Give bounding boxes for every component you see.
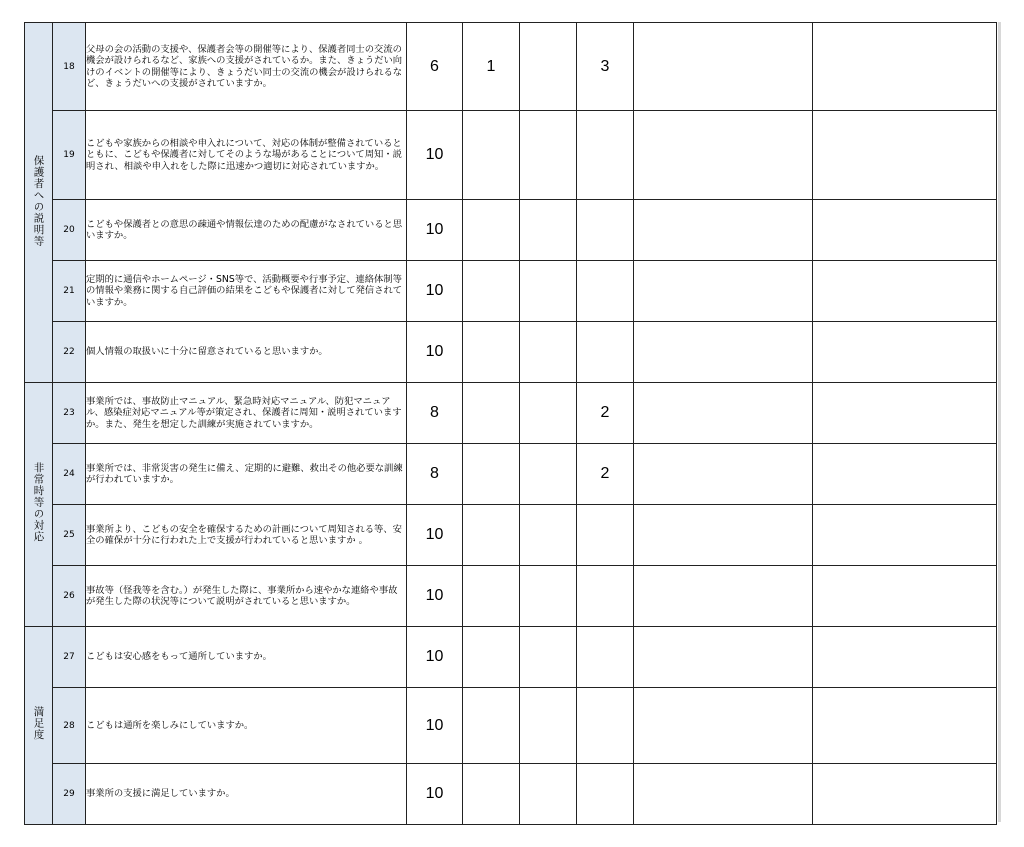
answer-count-cell — [463, 200, 520, 261]
answer-count-cell — [813, 383, 997, 444]
answer-count-cell — [634, 627, 813, 688]
answer-count-cell: 10 — [407, 566, 463, 627]
answer-count-cell — [634, 764, 813, 825]
question-text: 事業所より、こどもの安全を確保するための計画について周知される等、安全の確保が十分に行われた上で支援が行われていると思いますか 。 — [86, 505, 407, 566]
answer-count-cell: 10 — [407, 111, 463, 200]
question-number: 29 — [53, 764, 86, 825]
question-number: 25 — [53, 505, 86, 566]
answer-count-cell — [520, 688, 577, 764]
answer-count-cell — [634, 261, 813, 322]
question-number: 23 — [53, 383, 86, 444]
table-row — [25, 322, 997, 383]
answer-count-cell — [463, 444, 520, 505]
table-row — [25, 23, 997, 111]
category-label: 保護者への説明等 — [32, 154, 45, 247]
page-edge-shadow — [998, 22, 1001, 822]
answer-count-cell — [634, 111, 813, 200]
answer-count-cell — [463, 627, 520, 688]
answer-count-cell — [634, 444, 813, 505]
question-text: こどもや家族からの相談や申入れについて、対応の体制が整備されているとともに、こどもや保護者に対してそのような場があることについて周知・説明され、相談や申入れをした際に迅速かつ適切に対応されていますか。 — [86, 111, 407, 200]
answer-count-cell: 3 — [577, 23, 634, 111]
answer-count-cell: 8 — [407, 444, 463, 505]
question-number: 19 — [53, 111, 86, 200]
answer-count-cell — [520, 23, 577, 111]
table-row — [25, 383, 997, 444]
question-text: 事業所の支援に満足していますか。 — [86, 764, 407, 825]
table-row — [25, 566, 997, 627]
table-row — [25, 200, 997, 261]
answer-count-cell — [463, 322, 520, 383]
answer-count-cell: 8 — [407, 383, 463, 444]
question-number: 28 — [53, 688, 86, 764]
answer-count-cell — [634, 200, 813, 261]
answer-count-cell — [634, 322, 813, 383]
answer-count-cell — [813, 505, 997, 566]
answer-count-cell — [520, 566, 577, 627]
answer-count-cell: 10 — [407, 764, 463, 825]
question-number: 18 — [53, 23, 86, 111]
question-number: 22 — [53, 322, 86, 383]
answer-count-cell — [634, 566, 813, 627]
answer-count-cell — [577, 111, 634, 200]
question-text: 事業所では、事故防止マニュアル、緊急時対応マニュアル、防犯マニュアル、感染症対応マニュアル等が策定され、保護者に周知・説明されていますか。また、発生を想定した訓練が実施されていますか。 — [86, 383, 407, 444]
answer-count-cell — [463, 111, 520, 200]
answer-count-cell — [813, 566, 997, 627]
answer-count-cell — [577, 505, 634, 566]
answer-count-cell — [463, 383, 520, 444]
answer-count-cell — [463, 505, 520, 566]
table-row — [25, 505, 997, 566]
answer-count-cell — [577, 627, 634, 688]
answer-count-cell — [520, 764, 577, 825]
question-number: 20 — [53, 200, 86, 261]
answer-count-cell — [520, 322, 577, 383]
answer-count-cell — [463, 566, 520, 627]
answer-count-cell — [520, 627, 577, 688]
question-text: 個人情報の取扱いに十分に留意されていると思いますか。 — [86, 322, 407, 383]
question-text: 事業所では、非常災害の発生に備え、定期的に避難、救出その他必要な訓練が行われていますか。 — [86, 444, 407, 505]
table-row — [25, 627, 997, 688]
answer-count-cell — [577, 764, 634, 825]
answer-count-cell — [577, 200, 634, 261]
answer-count-cell: 2 — [577, 383, 634, 444]
answer-count-cell — [634, 688, 813, 764]
answer-count-cell — [813, 688, 997, 764]
question-text: 定期的に通信やホームページ・SNS等で、活動概要や行事予定、連絡体制等の情報や業務に関する自己評価の結果をこどもや保護者に対して発信されていますか。 — [86, 261, 407, 322]
question-number: 21 — [53, 261, 86, 322]
question-number: 27 — [53, 627, 86, 688]
table-row — [25, 111, 997, 200]
table-row — [25, 688, 997, 764]
answer-count-cell — [813, 23, 997, 111]
answer-count-cell: 2 — [577, 444, 634, 505]
answer-count-cell: 10 — [407, 505, 463, 566]
answer-count-cell — [813, 111, 997, 200]
question-number: 24 — [53, 444, 86, 505]
answer-count-cell — [813, 200, 997, 261]
answer-count-cell: 6 — [407, 23, 463, 111]
answer-count-cell — [520, 444, 577, 505]
question-text: こどもは安心感をもって通所していますか。 — [86, 627, 407, 688]
answer-count-cell — [520, 111, 577, 200]
question-text: こどもや保護者との意思の疎通や情報伝達のための配慮がなされていると思いますか。 — [86, 200, 407, 261]
answer-count-cell — [520, 505, 577, 566]
answer-count-cell — [634, 383, 813, 444]
answer-count-cell — [463, 261, 520, 322]
answer-count-cell — [577, 688, 634, 764]
table-row — [25, 444, 997, 505]
answer-count-cell — [813, 261, 997, 322]
question-text: 父母の会の活動の支援や、保護者会等の開催等により、保護者同士の交流の機会が設けられるなど、家族への支援がされているか。また、きょうだい向けのイベントの開催等により、きょうだい同士の交流の機会が設けられるなど、きょうだいへの支援がされていますか。 — [86, 23, 407, 111]
category-cell — [25, 383, 53, 627]
answer-count-cell: 1 — [463, 23, 520, 111]
category-cell — [25, 627, 53, 825]
answer-count-cell — [577, 566, 634, 627]
answer-count-cell — [813, 322, 997, 383]
answer-count-cell — [463, 688, 520, 764]
category-label: 満足度 — [32, 706, 45, 741]
answer-count-cell — [813, 444, 997, 505]
answer-count-cell: 10 — [407, 627, 463, 688]
question-text: 事故等（怪我等を含む。）が発生した際に、事業所から速やかな連絡や事故が発生した際の状況等について説明がされていると思いますか。 — [86, 566, 407, 627]
question-number: 26 — [53, 566, 86, 627]
answer-count-cell — [813, 627, 997, 688]
answer-count-cell — [520, 200, 577, 261]
answer-count-cell — [577, 322, 634, 383]
category-cell — [25, 23, 53, 383]
answer-count-cell: 10 — [407, 261, 463, 322]
answer-count-cell: 10 — [407, 322, 463, 383]
answer-count-cell: 10 — [407, 688, 463, 764]
category-label: 非常時等の対応 — [32, 462, 45, 543]
answer-count-cell — [634, 23, 813, 111]
answer-count-cell — [634, 505, 813, 566]
answer-count-cell — [577, 261, 634, 322]
table-row — [25, 764, 997, 825]
answer-count-cell: 10 — [407, 200, 463, 261]
answer-count-cell — [463, 764, 520, 825]
answer-count-cell — [520, 383, 577, 444]
question-text: こどもは通所を楽しみにしていますか。 — [86, 688, 407, 764]
table-row — [25, 261, 997, 322]
answer-count-cell — [520, 261, 577, 322]
answer-count-cell — [813, 764, 997, 825]
evaluation-table — [24, 22, 997, 825]
